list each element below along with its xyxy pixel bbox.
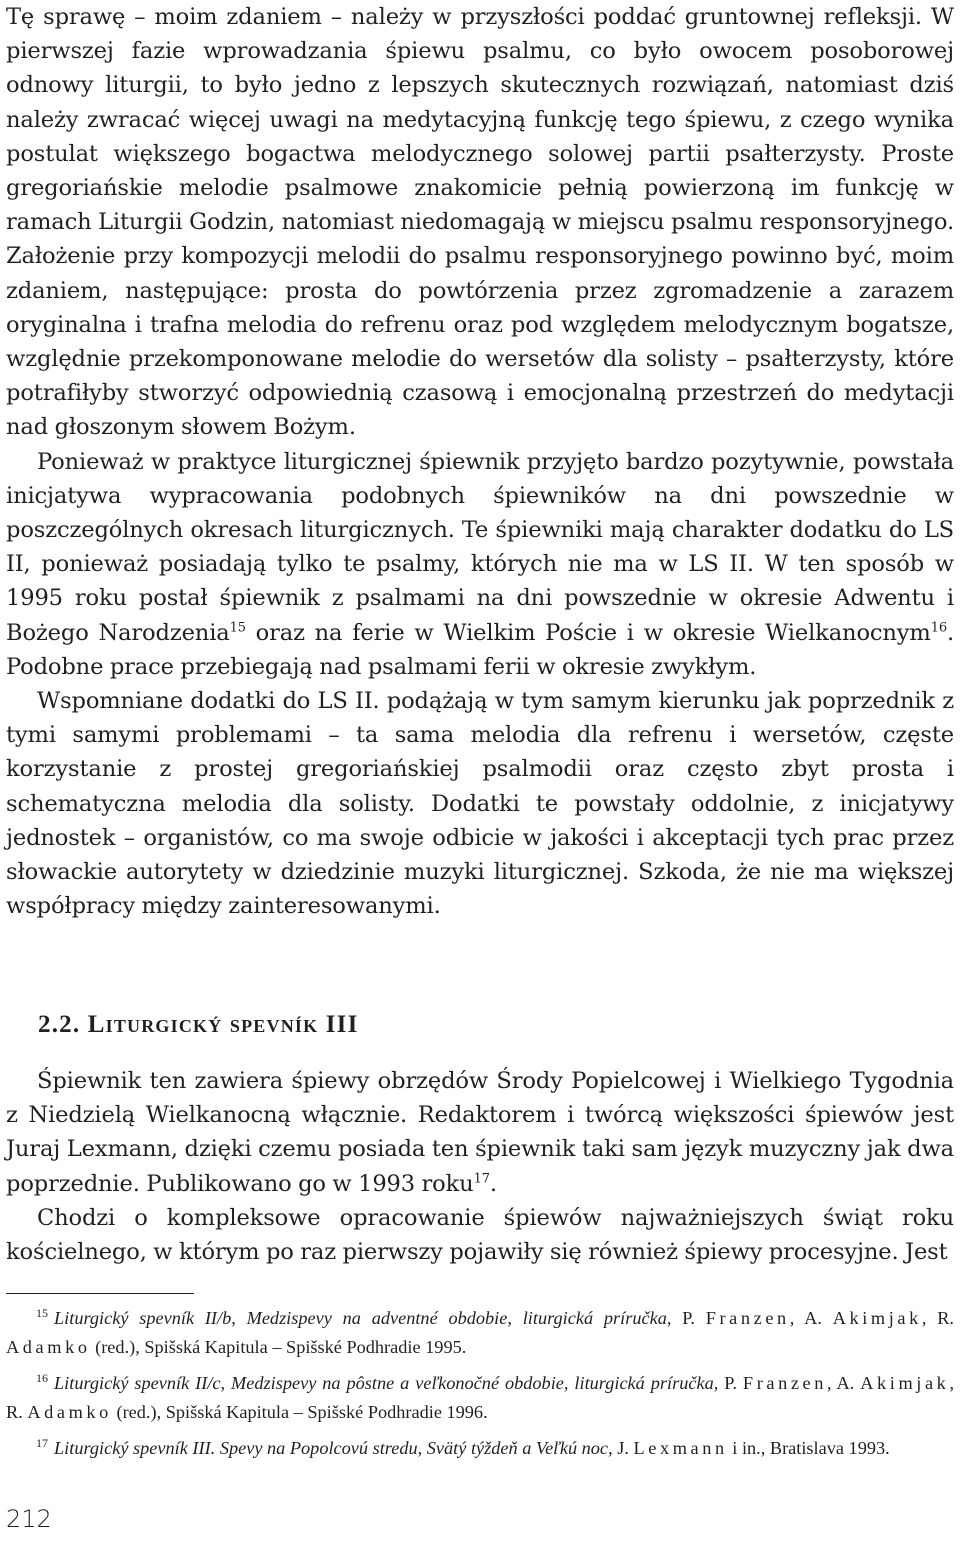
footnote-number: 15 xyxy=(36,1305,48,1320)
main-text-section xyxy=(6,1064,954,1269)
footnote-text: , R. xyxy=(6,1373,955,1422)
footnote-text: (red.), Spišská Kapitula – Spišské Podhradie 1995. xyxy=(90,1337,467,1357)
footnote-author: Franzen xyxy=(742,1373,828,1393)
main-text-top xyxy=(6,0,954,923)
paragraph-5: Chodzi o kompleksowe opracowanie śpiewów najważniejszych świąt roku kościelnego, w którym po raz pierwszy pojawiły się również śpiewy procesyjne. Jest xyxy=(6,1204,954,1266)
paragraph-4-part-a: Śpiewnik ten zawiera śpiewy obrzędów Środy Popielcowej i Wielkiego Tygodnia z Niedzielą Wielkanocną włącznie. Redaktorem i twórcą większości śpiewów jest Juraj Lexmann, dzięki czemu posiada ten śpiewnik taki sam język muzyczny jak dwa poprzednie. Publikowano go w 1993 roku xyxy=(6,1068,954,1197)
footnote-text: i in., Bratislava 1993. xyxy=(727,1438,890,1458)
footnote-ref-15[interactable]: 15 xyxy=(229,620,246,636)
paragraph-2-part-a: Ponieważ w praktyce liturgicznej śpiewnik przyjęto bardzo pozytywnie, powstała inicjatywa wypracowania podobnych śpiewników na dni powszednie w poszczególnych okresach liturgicznych. Te śpiewniki mają charakter dodatku do LS II, ponieważ posiadają tylko te psalmy, których nie ma w LS II. W ten sposób w 1995 roku postał śpiewnik z psalmami na dni powszednie w okresie Adwentu i Bożego Narodzenia xyxy=(6,448,954,646)
footnote-16 xyxy=(6,1369,954,1427)
footnote-text: , A. xyxy=(827,1373,861,1393)
paragraph-4 xyxy=(6,1064,954,1201)
footnote-author: Lexmann xyxy=(633,1438,728,1458)
footnote-ref-16[interactable]: 16 xyxy=(930,620,947,636)
paragraph-2 xyxy=(6,445,954,684)
paragraph-4-part-b: . xyxy=(489,1170,497,1197)
footnote-15 xyxy=(6,1304,954,1362)
footnotes xyxy=(6,1304,954,1470)
footnote-number: 16 xyxy=(36,1370,48,1385)
footnote-author: Adamko xyxy=(6,1337,91,1357)
footnote-author: Akimjak xyxy=(832,1308,922,1328)
paragraph-2-part-c: . Podobne prace przebiegają nad psalmami ferii w okresie zwykłym. xyxy=(6,619,954,680)
footnote-author: Adamko xyxy=(27,1402,112,1422)
footnote-text: , P. xyxy=(666,1308,706,1328)
paragraph-2-part-b: oraz na ferie w Wielkim Poście i w okresie Wielkanocnym xyxy=(245,619,931,646)
page-number: 212 xyxy=(6,1505,52,1533)
section-heading: 2.2. Liturgický spevník III xyxy=(38,1011,359,1038)
footnote-ref-17[interactable]: 17 xyxy=(473,1171,490,1187)
footnote-text: , P. xyxy=(713,1373,743,1393)
footnote-title: Liturgický spevník II/c, Medzispevy na pôstne a veľkonočné obdobie, liturgická príručka xyxy=(54,1373,714,1393)
footnote-author: Akimjak xyxy=(860,1373,950,1393)
footnote-number: 17 xyxy=(36,1435,48,1450)
footnote-text: , R. xyxy=(921,1308,955,1328)
footnote-text: , A. xyxy=(789,1308,833,1328)
footnote-text: , J. xyxy=(608,1438,634,1458)
footnote-author: Franzen xyxy=(705,1308,790,1328)
footnote-17 xyxy=(6,1434,954,1463)
footnote-separator xyxy=(6,1293,194,1294)
footnote-text: (red.), Spišská Kapitula – Spišské Podhradie 1996. xyxy=(111,1402,488,1422)
paragraph-1: Tę sprawę – moim zdaniem – należy w przyszłości poddać gruntownej refleksji. W pierwszej fazie wprowadzania śpiewu psalmu, co było owocem posoborowej odnowy liturgii, to było jedno z lepszych skutecznych rozwiązań, natomiast dziś należy zwracać więcej uwagi na medytacyjną funkcję tego śpiewu, z czego wynika postulat większego bogactwa melodycznego solowej partii psałterzysty. Proste gregoriańskie melodie psalmowe znakomicie pełnią powierzoną im funkcję w ramach Liturgii Godzin, natomiast niedomagają w miejscu psalmu responsoryjnego. Założenie przy kompozycji melodii do psalmu responsoryjnego powinno być, moim zdaniem, następujące: prosta do powtórzenia przez zgromadzenie a zarazem oryginalna i trafna melodia do refrenu oraz pod względem melodycznym bogatsze, względnie przekomponowane melodie do wersetów dla solisty – psałterzysty, które potrafiłyby stworzyć odpowiednią czasową i emocjonalną przestrzeń do medytacji nad głoszonym słowem Bożym. xyxy=(6,4,954,441)
footnote-title: Liturgický spevník III. Spevy na Popolcovú stredu, Svätý týždeň a Veľkú noc xyxy=(54,1438,609,1458)
footnote-title: Liturgický spevník II/b, Medzispevy na adventné obdobie, liturgická príručka xyxy=(54,1308,667,1328)
paragraph-3: Wspomniane dodatki do LS II. podążają w tym samym kierunku jak poprzednik z tymi samymi problemami – ta sama melodia dla refrenu i wersetów, częste korzystanie z prostej gregoriańskiej psalmodii oraz często zbyt prosta i schematyczna melodia dla solisty. Dodatki te powstały oddolnie, z inicjatywy jednostek – organistów, co ma swoje odbicie w jakości i akceptacji tych prac przez słowackie autorytety w dziedzinie muzyki liturgicznej. Szkoda, że nie ma większej współpracy między zainteresowanymi. xyxy=(6,688,954,920)
